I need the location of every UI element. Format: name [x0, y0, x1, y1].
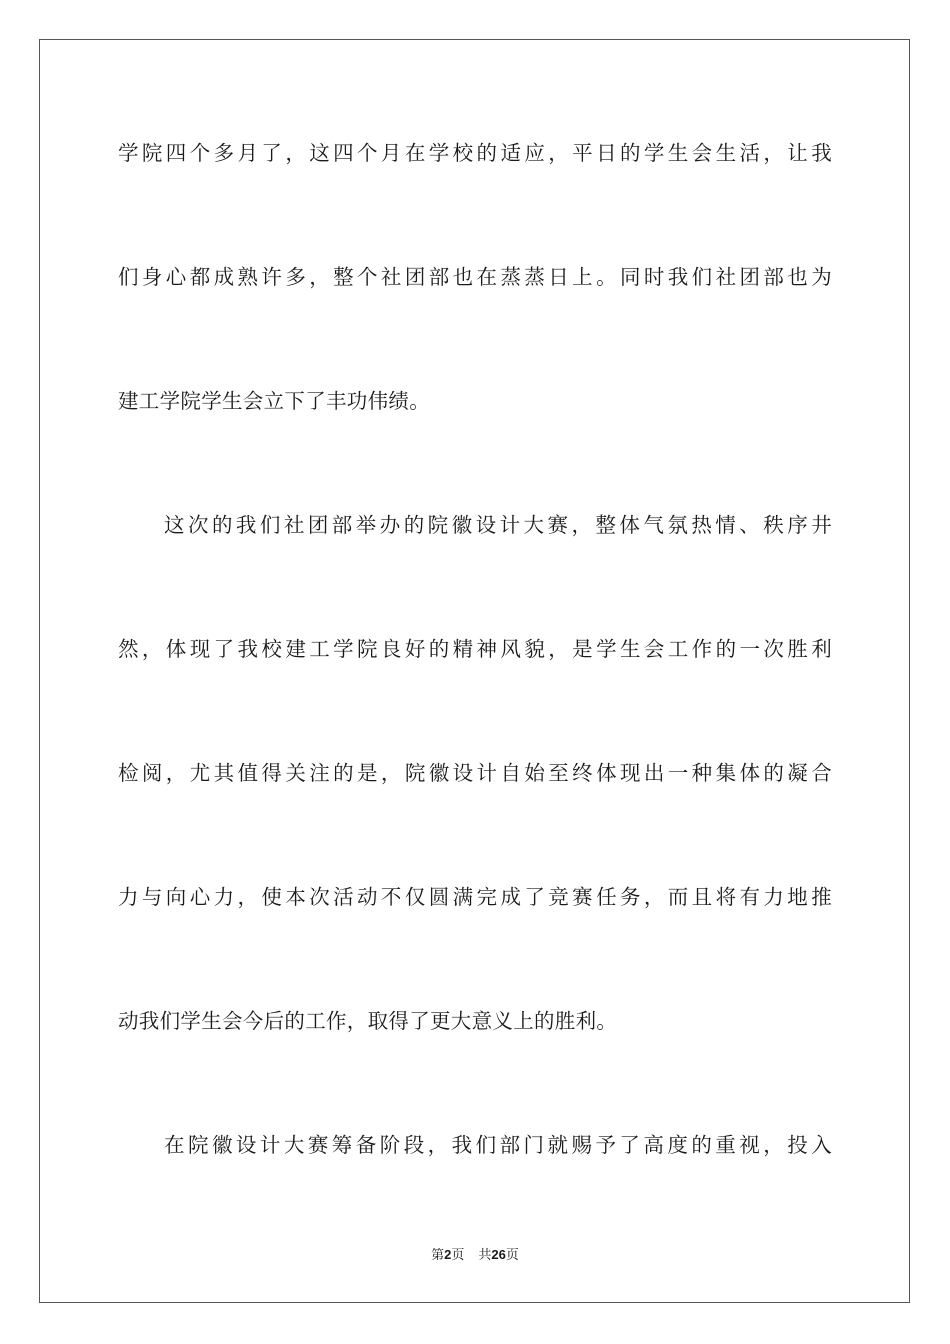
paragraph-line-2: 们身心都成熟许多，整个社团部也在蒸蒸日上。同时我们社团部也为	[118, 265, 832, 289]
page-border	[39, 39, 910, 1303]
footer-page-number: 2	[444, 1247, 452, 1262]
paragraph-line-9: 在院徽设计大赛筹备阶段，我们部门就赐予了高度的重视，投入	[164, 1133, 832, 1157]
paragraph-line-1: 学院四个多月了，这四个月在学校的适应，平日的学生会生活，让我	[118, 141, 832, 165]
paragraph-line-4: 这次的我们社团部举办的院徽设计大赛，整体气氛热情、秩序井	[164, 513, 832, 537]
page-footer	[0, 1246, 950, 1265]
paragraph-line-8: 动我们学生会今后的工作，取得了更大意义上的胜利。	[118, 1009, 618, 1033]
paragraph-line-7: 力与向心力，使本次活动不仅圆满完成了竞赛任务，而且将有力地推	[118, 885, 832, 909]
footer-total-suffix: 页	[505, 1248, 519, 1263]
paragraph-line-5: 然，体现了我校建工学院良好的精神风貌，是学生会工作的一次胜利	[118, 637, 832, 661]
paragraph-line-6: 检阅，尤其值得关注的是，院徽设计自始至终体现出一种集体的凝合	[118, 761, 832, 785]
footer-total-pages: 26	[491, 1247, 506, 1262]
footer-page-suffix: 页	[451, 1248, 465, 1263]
paragraph-line-3: 建工学院学生会立下了丰功伟绩。	[118, 389, 430, 413]
footer-total-prefix: 共	[478, 1248, 492, 1263]
footer-page-prefix: 第	[431, 1248, 445, 1263]
